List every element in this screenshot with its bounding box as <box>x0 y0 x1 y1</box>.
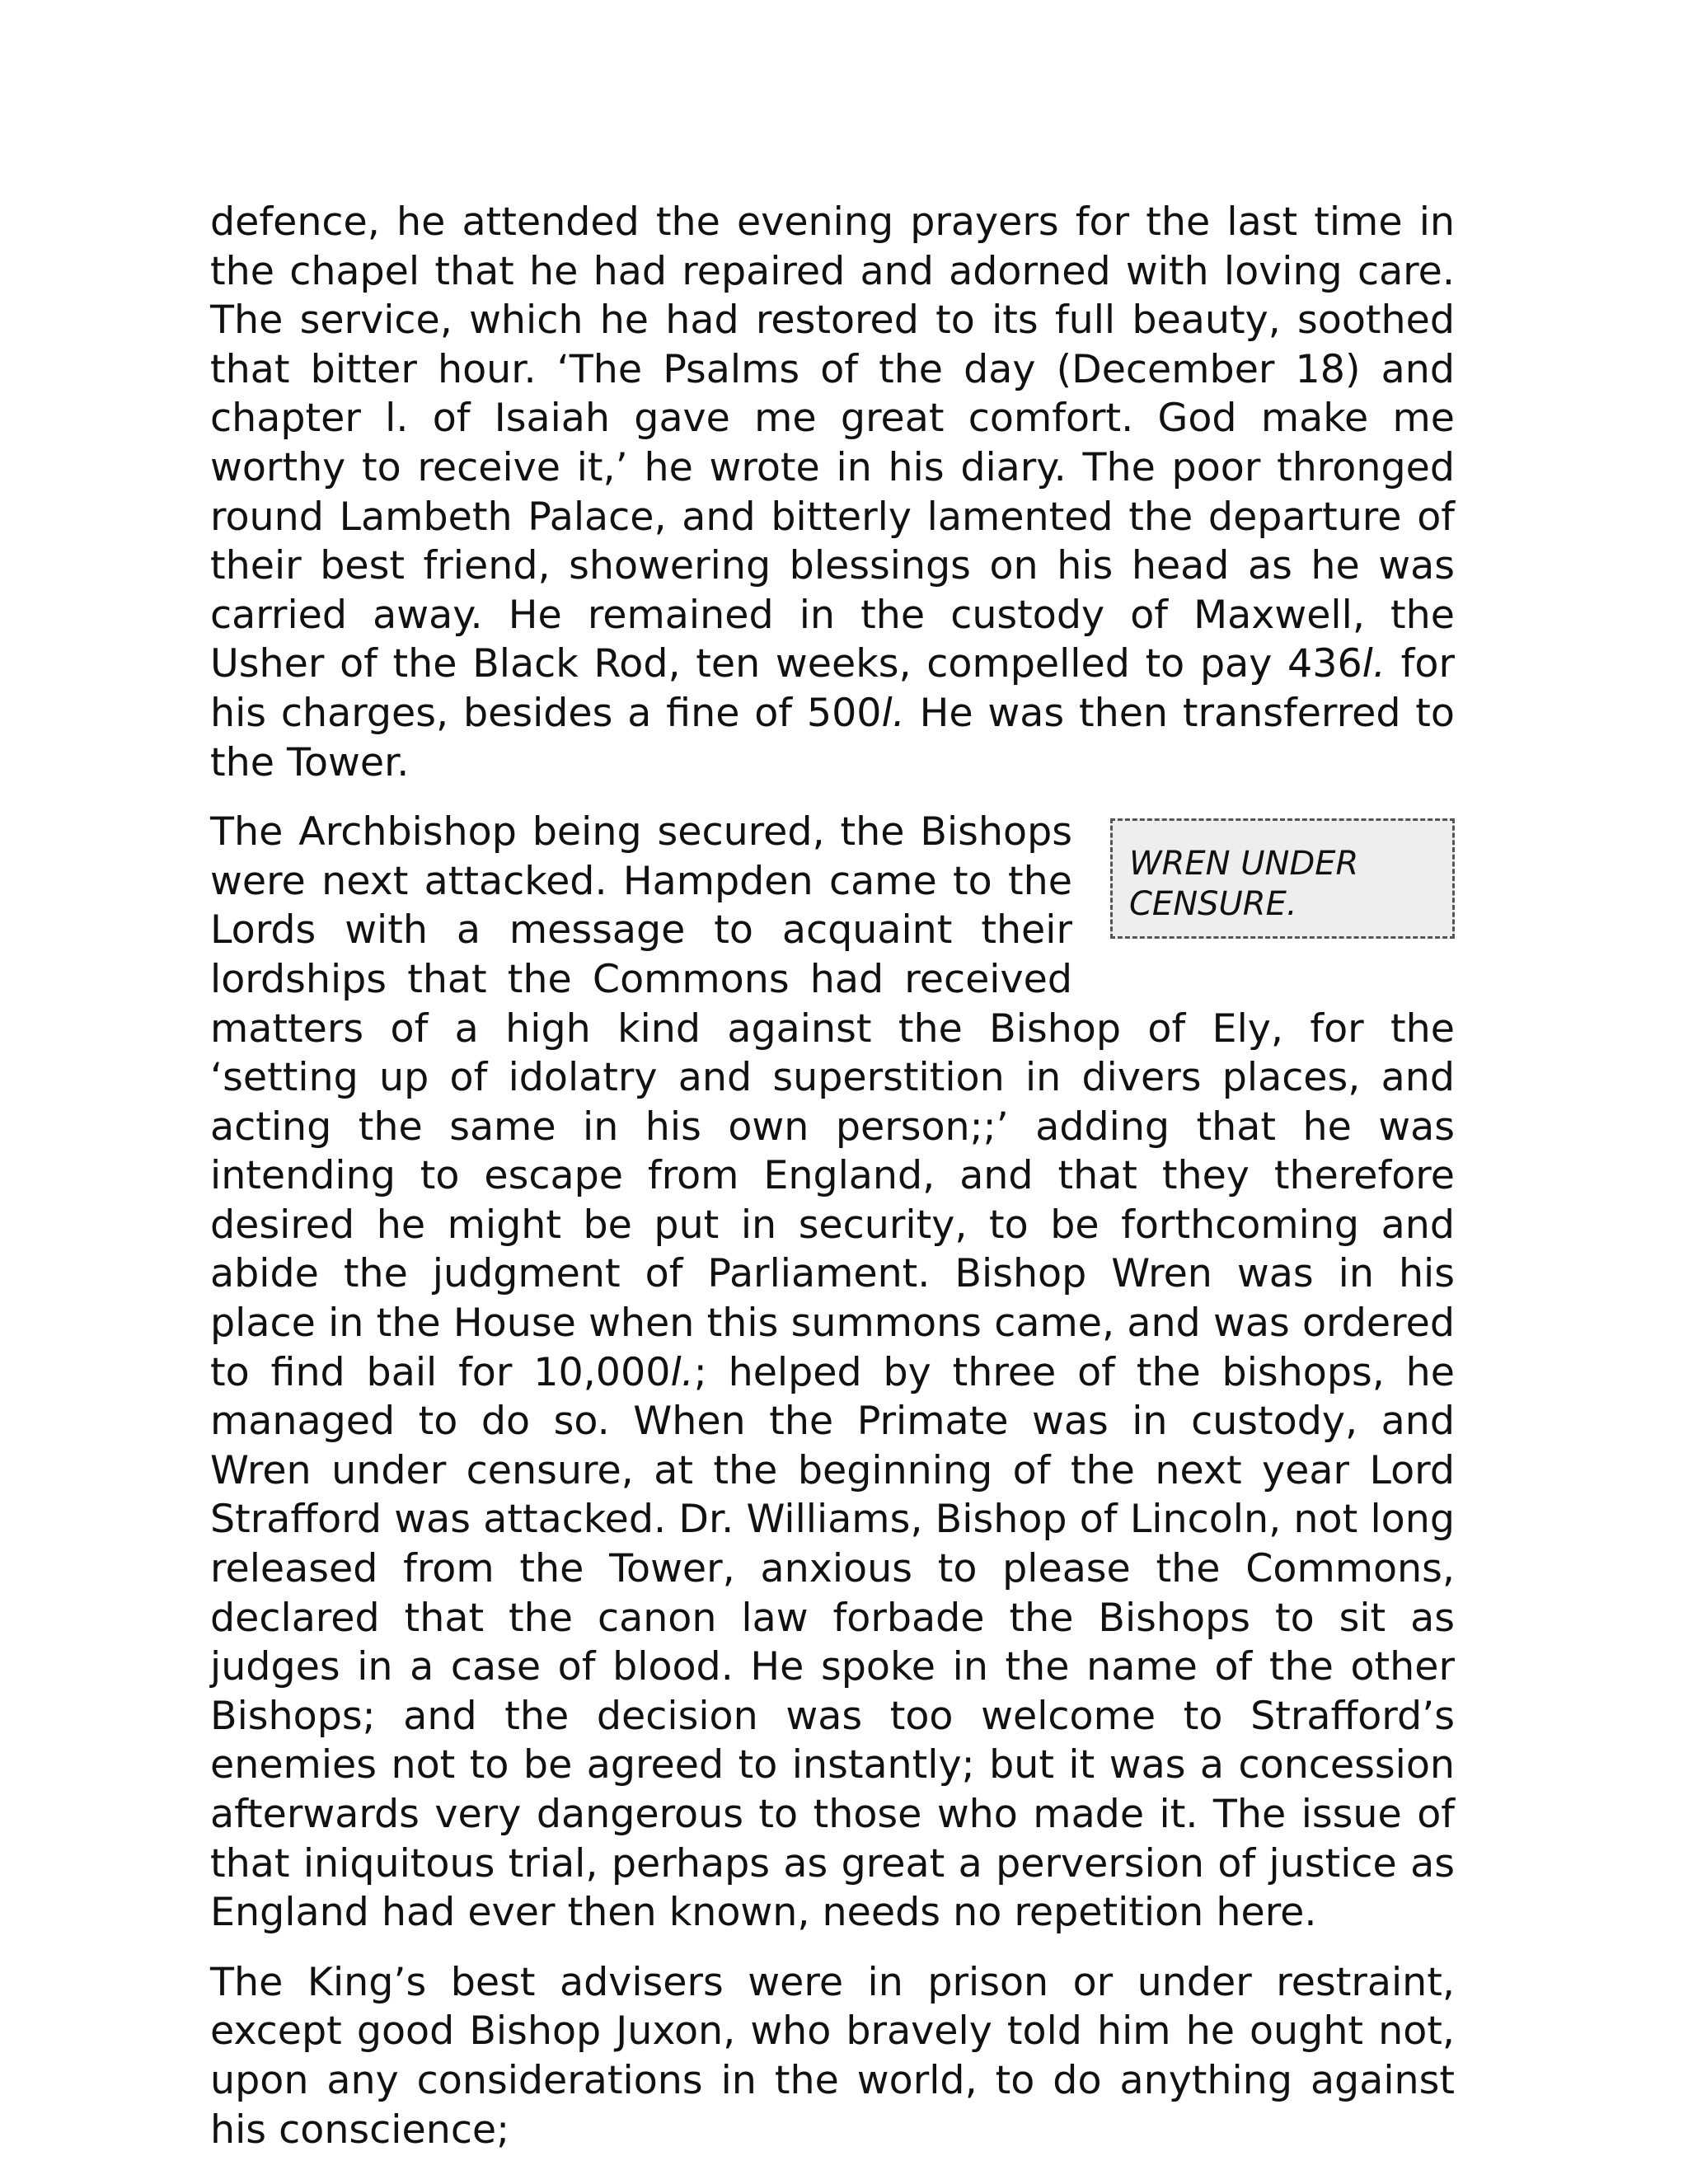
italic-pound-symbol: l. <box>1362 641 1386 687</box>
text-segment: The Archbishop being secured, the Bishops were next attacked. Hampden came to the Lords with a message to acquaint their lordships that the Commons had received matters of a high kind against the Bishop of Ely, for the ‘setting up of idolatry and superstition in divers places, and acting the same in his own person;;’ adding that he was intending to escape from England, and that they therefore desired he might be put in security, to be forthcoming and abide the judgment of Parliament. Bishop Wren was in his place in the House when this summons came, and was ordered to find bail for 10,000 <box>210 809 1455 1395</box>
text-segment: defence, he attended the evening prayers for the last time in the chapel that he had repaired and adorned with loving care. The service, which he had restored to its full beauty, soothed that bitter hour. ‘The Psalms of the day (December 18) and chapter l. of Isaiah gave me great comfort. God make me worthy to receive it,’ he wrote in his diary. The poor thronged round Lambeth Palace, and bitterly lamented the departure of their best friend, showering blessings on his head as he was carried away. He remained in the custody of Maxwell, the Usher of the Black Rod, ten weeks, compelled to pay 436 <box>210 199 1455 687</box>
paragraph-laud-imprisonment <box>210 198 1455 787</box>
paragraph-kings-advisers <box>210 1958 1455 2154</box>
italic-pound-symbol: l. <box>881 690 905 736</box>
paragraph-bishops-attacked <box>210 808 1455 1938</box>
text-segment: The King’s best advisers were in prison or under restraint, except good Bishop Juxon, who bravely told him he ought not, upon any considerations in the world, to do anything against his conscience; <box>210 1959 1455 2153</box>
text-segment: for his charges, besides a fine of 500 <box>210 641 1455 736</box>
page-body <box>210 198 1455 2154</box>
text-segment: ; helped by three of the bishops, he managed to do so. When the Primate was in custody, and Wren under censure, at the beginning of the next year Lord Strafford was attacked. Dr. Williams, Bishop of Lincoln, not long released from the Tower, anxious to please the Commons, declared that the canon law forbade the Bishops to sit as judges in a case of blood. He spoke in the name of the other Bishops; and the decision was too welcome to Strafford’s enemies not to be agreed to instantly; but it was a concession afterwards very dangerous to those who made it. The issue of that iniquitous trial, perhaps as great a perversion of justice as England had ever then known, needs no repetition here. <box>210 1349 1455 1936</box>
text-segment: He was then transferred to the Tower. <box>210 690 1455 785</box>
italic-pound-symbol: l. <box>670 1349 694 1395</box>
margin-note: WREN UNDER CENSURE. <box>1110 818 1455 939</box>
